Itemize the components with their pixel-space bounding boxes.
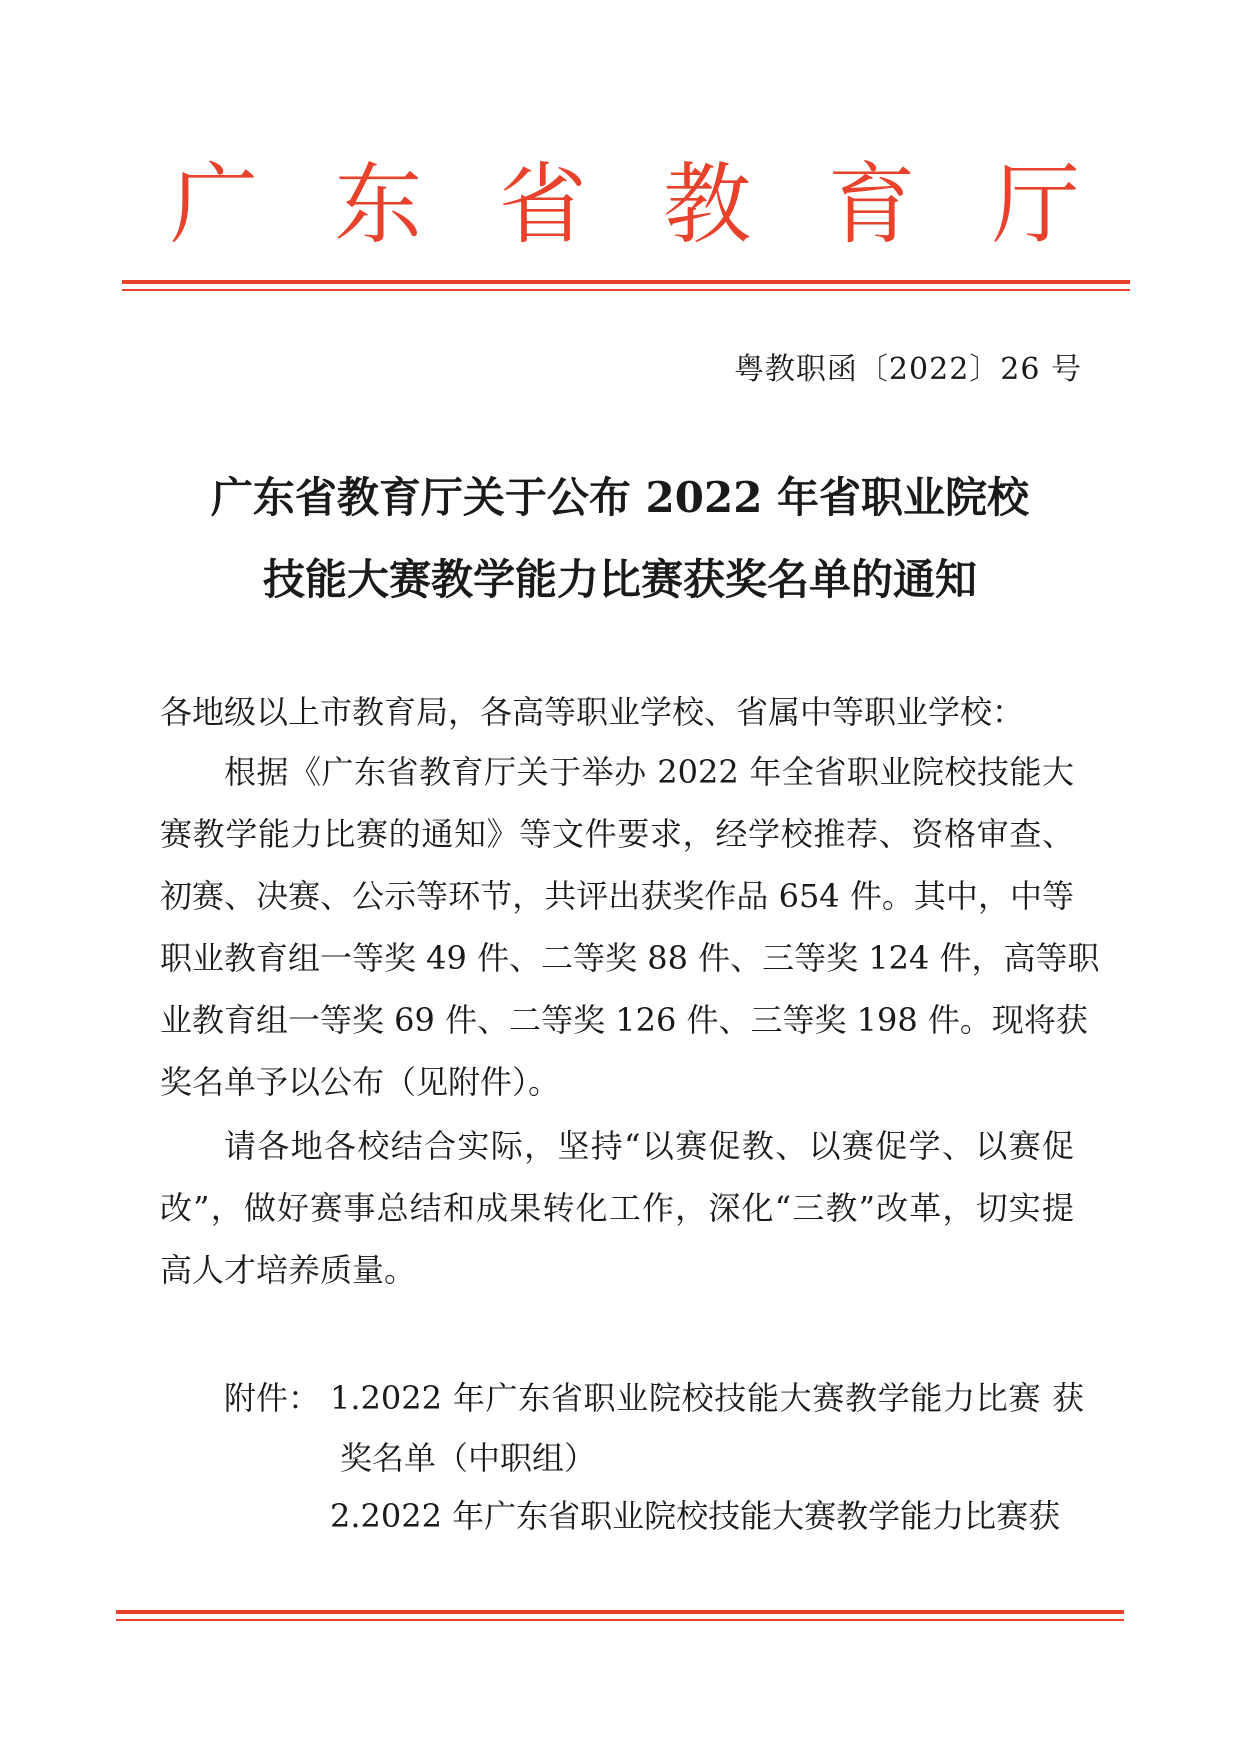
letterhead-rule-thick [122,280,1130,284]
document-number: 粤教职函〔2022〕26 号 [733,352,1082,387]
paragraph-1-line: 职业教育组一等奖 49 件、二等奖 88 件、三等奖 124 件，高等职 [160,939,1100,977]
letterhead-char: 省 [498,153,587,256]
letterhead-char: 教 [663,153,752,256]
letterhead-char: 厅 [991,153,1080,256]
footer-rule-thin [116,1619,1124,1621]
letterhead-char: 东 [334,153,423,256]
document-title-line-1: 广东省教育厅关于公布 2022 年省职业院校 [210,473,1030,522]
paragraph-1-line: 根据《广东省教育厅关于举办 2022 年全省职业院校技能大 [224,753,1074,791]
letterhead-char: 广 [170,153,259,256]
paragraph-1-line: 初赛、决赛、公示等环节，共评出获奖作品 654 件。其中，中等 [160,877,1074,915]
document-title-line-2: 技能大赛教学能力比赛获奖名单的通知 [262,555,977,604]
letterhead-title [170,150,1080,260]
paragraph-1-line: 赛教学能力比赛的通知》等文件要求，经学校推荐、资格审查、 [160,815,1074,853]
attachment-1-line-1: 1.2022 年广东省职业院校技能大赛教学能力比赛 获 [330,1379,1084,1417]
paragraph-1-line: 业教育组一等奖 69 件、二等奖 126 件、三等奖 198 件。现将获 [160,1001,1088,1039]
attachments-label: 附件： [224,1379,321,1417]
salutation: 各地级以上市教育局，各高等职业学校、省属中等职业学校： [160,693,1025,731]
paragraph-2-line: 高人才培养质量。 [160,1251,417,1289]
attachment-1-line-2: 奖名单（中职组） [340,1439,597,1477]
attachment-2-line-1: 2.2022 年广东省职业院校技能大赛教学能力比赛获 [330,1497,1061,1535]
letterhead-rule-thin [122,289,1130,291]
letterhead-char: 育 [827,153,916,256]
paragraph-2-line: 改”，做好赛事总结和成果转化工作，深化“三教”改革，切实提 [160,1189,1074,1227]
paragraph-1-line: 奖名单予以公布（见附件）。 [160,1063,561,1101]
paragraph-2-line: 请各地各校结合实际，坚持“以赛促教、以赛促学、以赛促 [224,1127,1074,1165]
footer-rule-thick [116,1610,1124,1614]
